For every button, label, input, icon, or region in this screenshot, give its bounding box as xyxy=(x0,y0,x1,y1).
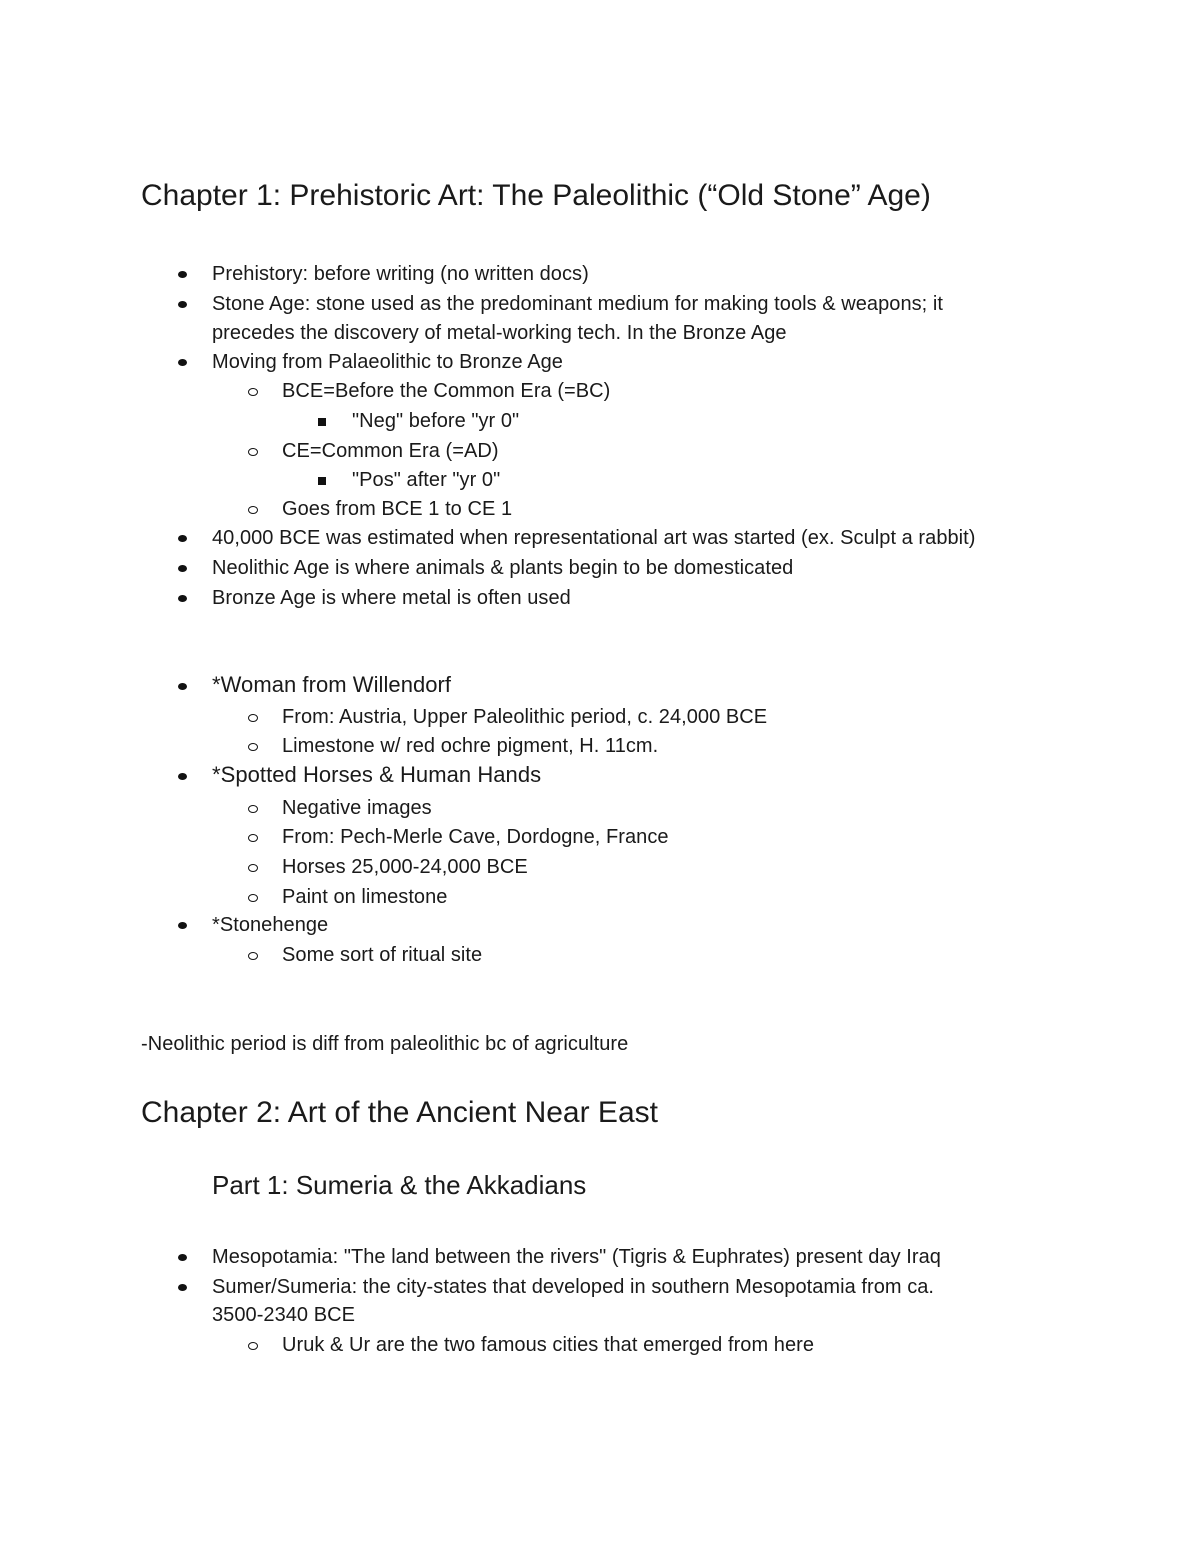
list-item: Paint on limestone xyxy=(282,886,448,908)
list-item: Prehistory: before writing (no written docs) xyxy=(212,263,589,285)
bullet-dot xyxy=(178,271,187,278)
bullet-dot xyxy=(178,1254,187,1261)
list-item: Horses 25,000-24,000 BCE xyxy=(282,856,528,878)
artwork-title: *Woman from Willendorf xyxy=(212,672,452,697)
list-item: Sumer/Sumeria: the city-states that developed in southern Mesopotamia from ca. xyxy=(212,1276,935,1298)
bullet-ring xyxy=(248,388,258,396)
list-item: "Pos" after "yr 0" xyxy=(352,469,501,491)
bullet-dot xyxy=(178,1284,187,1291)
list-item: BCE=Before the Common Era (=BC) xyxy=(282,380,611,402)
bullet-ring xyxy=(248,952,258,960)
bullet-ring xyxy=(248,714,258,722)
list-item: Uruk & Ur are the two famous cities that emerged from here xyxy=(282,1334,815,1356)
bullet-ring xyxy=(248,1342,258,1350)
list-item: Goes from BCE 1 to CE 1 xyxy=(282,498,513,520)
list-item: 40,000 BCE was estimated when representational art was started (ex. Sculpt a rabbit) xyxy=(212,527,976,549)
chapter-2-heading: Chapter 2: Art of the Ancient Near East xyxy=(141,1096,658,1129)
bullet-dot xyxy=(178,301,187,308)
list-item: Negative images xyxy=(282,797,432,819)
bullet-ring xyxy=(248,448,258,456)
artwork-title: *Spotted Horses & Human Hands xyxy=(212,762,542,787)
list-item: "Neg" before "yr 0" xyxy=(352,410,520,432)
bullet-dot xyxy=(178,535,187,542)
list-item-continuation: 3500-2340 BCE xyxy=(212,1304,355,1326)
bullet-ring xyxy=(248,894,258,902)
list-item-continuation: precedes the discovery of metal-working tech. In the Bronze Age xyxy=(212,322,787,344)
list-item: CE=Common Era (=AD) xyxy=(282,440,499,462)
list-item: Limestone w/ red ochre pigment, H. 11cm. xyxy=(282,735,659,757)
list-item: Neolithic Age is where animals & plants begin to be domesticated xyxy=(212,557,794,579)
list-item: Moving from Palaeolithic to Bronze Age xyxy=(212,351,563,373)
list-item: From: Austria, Upper Paleolithic period, c. 24,000 BCE xyxy=(282,706,768,728)
artwork-title: *Stonehenge xyxy=(212,914,329,936)
bullet-square xyxy=(318,477,326,485)
list-item: Stone Age: stone used as the predominant medium for making tools & weapons; it xyxy=(212,293,943,315)
bullet-dot xyxy=(178,565,187,572)
list-item: Mesopotamia: "The land between the rivers" (Tigris & Euphrates) present day Iraq xyxy=(212,1246,941,1268)
list-item: Bronze Age is where metal is often used xyxy=(212,587,571,609)
bullet-ring xyxy=(248,805,258,813)
bullet-dot xyxy=(178,922,187,929)
bullet-dot xyxy=(178,595,187,602)
part-1-heading: Part 1: Sumeria & the Akkadians xyxy=(212,1170,587,1200)
bullet-dot xyxy=(178,359,187,366)
bullet-dot xyxy=(178,683,187,690)
bullet-square xyxy=(318,418,326,426)
note-text: -Neolithic period is diff from paleolithic bc of agriculture xyxy=(141,1033,629,1055)
bullet-ring xyxy=(248,834,258,842)
bullet-ring xyxy=(248,506,258,514)
chapter-1-heading: Chapter 1: Prehistoric Art: The Paleolithic (“Old Stone” Age) xyxy=(141,179,931,212)
bullet-ring xyxy=(248,743,258,751)
bullet-dot xyxy=(178,773,187,780)
bullet-ring xyxy=(248,864,258,872)
list-item: From: Pech-Merle Cave, Dordogne, France xyxy=(282,826,669,848)
list-item: Some sort of ritual site xyxy=(282,944,483,966)
